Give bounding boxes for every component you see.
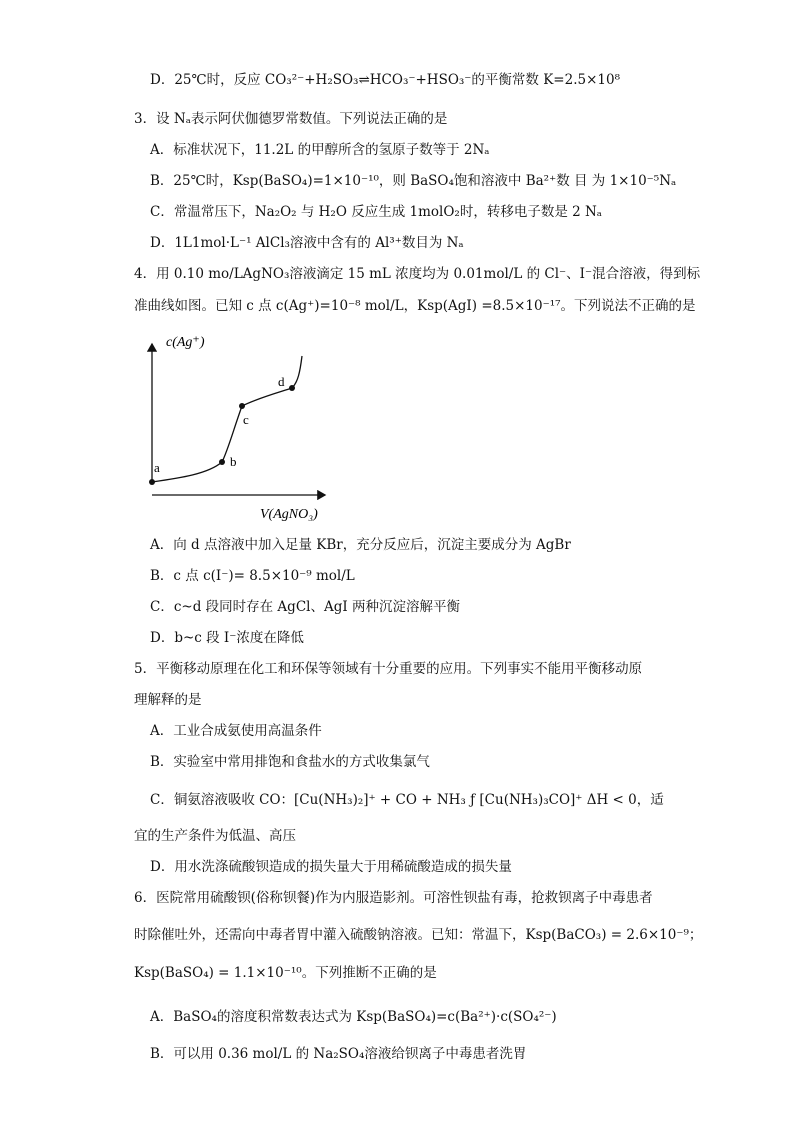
x-axis-label: V(AgNO₃)	[260, 507, 318, 522]
q4-option-a: A．向 d 点溶液中加入足量 KBr，充分反应后，沉淀主要成分为 AgBr	[150, 537, 571, 553]
titration-curve-graph	[130, 332, 360, 528]
point-b	[219, 459, 225, 465]
q4-option-d: D．b~c 段 I⁻浓度在降低	[150, 630, 304, 646]
label-a: a	[154, 460, 160, 475]
q5-option-b: B．实验室中常用排饱和食盐水的方式收集氯气	[150, 754, 430, 770]
q5-option-a: A．工业合成氨使用高温条件	[150, 723, 322, 739]
q5-stem-line2: 理解释的是	[134, 692, 202, 708]
y-axis-label: c(Ag⁺)	[166, 335, 205, 350]
q3-option-b: B．25℃时，Ksp(BaSO₄)=1×10⁻¹⁰，则 BaSO₄饱和溶液中 Ba²⁺数 目 为 1×10⁻⁵Nₐ	[150, 173, 677, 189]
q4-option-b: B．c 点 c(I⁻)= 8.5×10⁻⁹ mol/L	[150, 568, 355, 584]
label-d: d	[278, 374, 285, 389]
q5-option-d: D．用水洗涤硫酸钡造成的损失量大于用稀硫酸造成的损失量	[150, 859, 512, 875]
q6-stem-line3: Ksp(BaSO₄) = 1.1×10⁻¹⁰。下列推断不正确的是	[134, 965, 437, 981]
q5-option-c-cont: 宜的生产条件为低温、高压	[134, 828, 296, 844]
q4-stem-line1: 4．用 0.10 mo/LAgNO₃溶液滴定 15 mL 浓度均为 0.01mol/L 的 Cl⁻、I⁻混合溶液，得到标	[134, 266, 701, 282]
point-c	[239, 403, 245, 409]
q6-stem-line1: 6．医院常用硫酸钡(俗称钡餐)作为内服造影剂。可溶性钡盐有毒，抢救钡离子中毒患者	[134, 890, 653, 906]
q2-option-d: D．25℃时，反应 CO₃²⁻+H₂SO₃⇌HCO₃⁻+HSO₃⁻的平衡常数 K=2.5×10⁸	[150, 72, 620, 88]
q6-option-a: A．BaSO₄的溶度积常数表达式为 Ksp(BaSO₄)=c(Ba²⁺)·c(SO₄²⁻)	[150, 1009, 557, 1025]
label-c: c	[243, 412, 249, 427]
q3-option-c: C．常温常压下，Na₂O₂ 与 H₂O 反应生成 1molO₂时，转移电子数是 2 Nₐ	[150, 204, 603, 220]
point-a	[149, 479, 155, 485]
point-d	[289, 385, 295, 391]
q4-option-c: C．c~d 段同时存在 AgCl、AgI 两种沉淀溶解平衡	[150, 599, 460, 615]
q6-stem-line2: 时除催吐外，还需向中毒者胃中灌入硫酸钠溶液。已知：常温下，Ksp(BaCO₃) = 2.6×10⁻⁹；	[134, 927, 703, 943]
q3-stem: 3．设 Nₐ表示阿伏伽德罗常数值。下列说法正确的是	[134, 111, 448, 127]
q5-stem-line1: 5．平衡移动原理在化工和环保等领域有十分重要的应用。下列事实不能用平衡移动原	[134, 661, 643, 677]
q4-stem-line2: 准曲线如图。已知 c 点 c(Ag⁺)=10⁻⁸ mol/L，Ksp(AgI) =8.5×10⁻¹⁷。下列说法不正确的是	[134, 298, 696, 314]
q3-option-d: D．1L1mol·L⁻¹ AlCl₃溶液中含有的 Al³⁺数目为 Nₐ	[150, 235, 464, 251]
q3-option-a: A．标准状况下，11.2L 的甲醇所含的氢原子数等于 2Nₐ	[150, 142, 490, 158]
q6-option-b: B．可以用 0.36 mol/L 的 Na₂SO₄溶液给钡离子中毒患者洗胃	[150, 1046, 527, 1062]
label-b: b	[230, 454, 237, 469]
q5-option-c: C．铜氨溶液吸收 CO：[Cu(NH₃)₂]⁺ + CO + NH₃ ƒ [Cu(NH₃)₃CO]⁺ ΔH < 0，适	[150, 792, 664, 808]
